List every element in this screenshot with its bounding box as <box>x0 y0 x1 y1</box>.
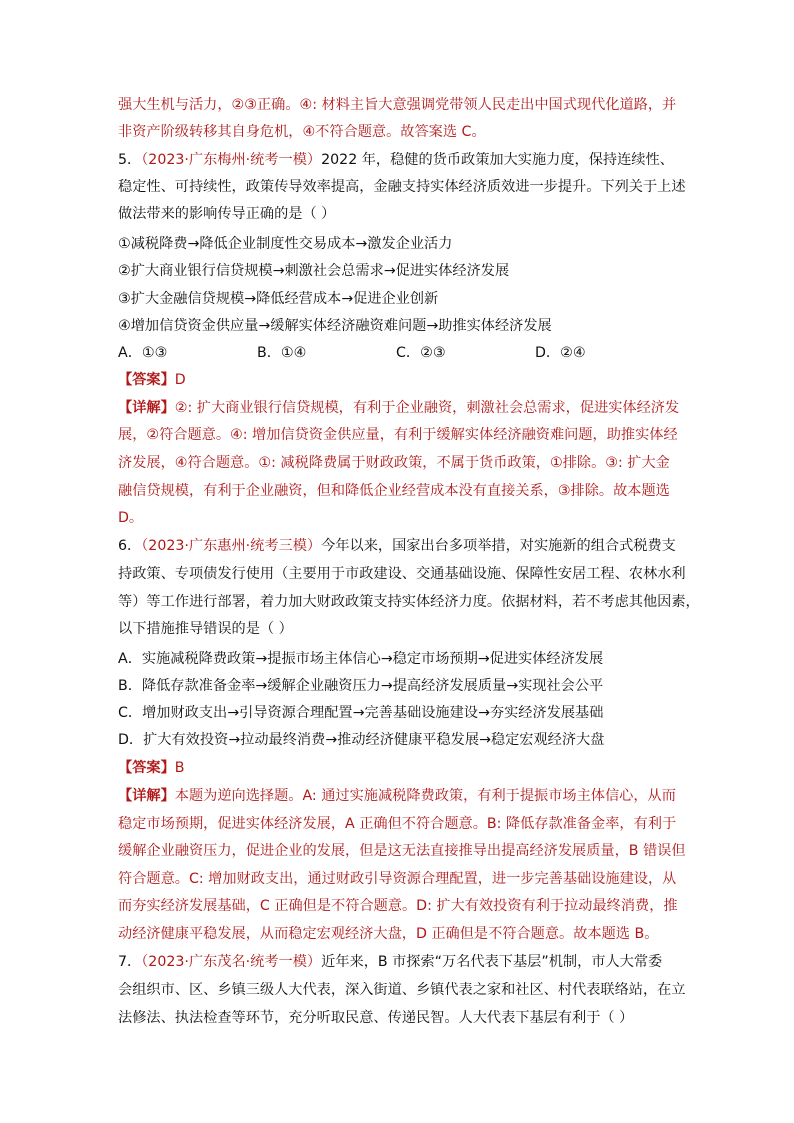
q6-explain-line: 本题为逆向选择题。A: 通过实施减税降费政策，有利于提振市场主体信心，从而 <box>174 788 676 804</box>
q6-option-d: D．扩大有效投资→拉动最终消费→推动经济健康平稳发展→稳定宏观经济大盘 <box>118 732 605 748</box>
q5-option-d: D．②④ <box>535 345 586 361</box>
q6-explain-line: 稳定市场预期，促进实体经济发展，A 正确但不符合题意。B: 降低存款准备金率，有利于 <box>118 816 677 832</box>
q5-source: （2023·广东梅州·统考一模） <box>141 152 322 168</box>
q5-option-c: C．②③ <box>396 345 446 361</box>
q5-option-b: B．①④ <box>257 345 307 361</box>
q7-stem-line: 近年来，B 市探索“万名代表下基层”机制，市人大常委 <box>321 954 663 970</box>
q7-stem <box>118 952 662 972</box>
q5-explain-line: 融信贷规模，有利于企业融资，但和降低企业经营成本没有直接关系，③排除。故本题选 <box>118 483 670 499</box>
q5-item: ③扩大金融信贷规模→降低经营成本→促进企业创新 <box>118 291 439 307</box>
q5-answer <box>118 370 186 390</box>
q6-stem-line: 以下措施推导错误的是（ ） <box>118 621 293 637</box>
q5-answer-value: D <box>174 372 186 388</box>
q4-explain-line: 强大生机与活力，②③正确。④: 材料主旨大意强调党带领人民走出中国式现代化道路，并 <box>118 97 677 113</box>
q5-explain-line: D。 <box>118 510 144 526</box>
q5-option-a: A．①③ <box>118 345 168 361</box>
q6-stem-line: 等）等工作进行部署，着力加大财政政策支持实体经济力度。依据材料，若不考虑其他因素， <box>118 594 700 610</box>
q6-explain-line: 动经济健康平稳发展，从而稳定宏观经济大盘，D 正确但是不符合题意。故本题选 B。 <box>118 926 659 942</box>
q5-item: ①减税降费→降低企业制度性交易成本→激发企业活力 <box>118 236 453 252</box>
q5-explain-tag: 【详解】 <box>118 400 175 416</box>
q7-stem-line: 法修法、执法检查等环节，充分听取民意、传递民智。人大代表下基层有利于（ ） <box>118 1010 634 1026</box>
q6-explain <box>118 786 676 806</box>
q6-answer-tag: 【答案】 <box>118 760 175 776</box>
q5-item: ④增加信贷资金供应量→缓解实体经济融资难问题→助推实体经济发展 <box>118 318 552 334</box>
q5-number: 5． <box>118 152 142 168</box>
q6-number: 6． <box>118 538 142 554</box>
q6-explain-tag: 【详解】 <box>118 788 175 804</box>
q7-source: （2023·广东茂名·统考一模） <box>141 954 322 970</box>
q6-answer <box>118 758 185 778</box>
q6-explain-line: 而夯实经济发展基础，C 正确但是不符合题意。D: 扩大有效投资有利于拉动最终消费，推 <box>118 898 678 914</box>
q5-stem <box>118 150 674 170</box>
q5-answer-tag: 【答案】 <box>118 372 175 388</box>
q6-source: （2023·广东惠州·统考三模） <box>141 538 322 554</box>
q6-option-c: C．增加财政支出→引导资源合理配置→完善基础设施建设→夯实经济发展基础 <box>118 705 604 721</box>
q6-explain-line: 缓解企业融资压力，促进企业的发展，但是这无法直接推导出提高经济发展质量，B 错误但 <box>118 843 686 859</box>
q5-item: ②扩大商业银行信贷规模→刺激社会总需求→促进实体经济发展 <box>118 263 510 279</box>
q6-option-a: A．实施减税降费政策→提振市场主体信心→稳定市场预期→促进实体经济发展 <box>118 651 604 667</box>
q5-explain-line: 展，②符合题意。④: 增加信贷资金供应量，有利于缓解实体经济融资难问题，助推实体经 <box>118 427 678 443</box>
q5-explain <box>118 398 679 418</box>
q5-explain-line: 济发展，④符合题意。①: 减税降费属于财政政策，不属于货币政策，①排除。③: 扩大金 <box>118 455 670 471</box>
q5-explain-line: ②: 扩大商业银行信贷规模，有利于企业融资，刺激社会总需求，促进实体经济发 <box>174 400 680 416</box>
q6-option-b: B．降低存款准备金率→缓解企业融资压力→提高经济发展质量→实现社会公平 <box>118 678 604 694</box>
q6-stem-line: 持政策、专项债发行使用（主要用于市政建设、交通基础设施、保障性安居工程、农林水利 <box>118 566 686 582</box>
q6-answer-value: B <box>174 760 185 776</box>
q6-explain-line: 符合题意。C: 增加财政支出，通过财政引导资源合理配置，进一步完善基础设施建设，从 <box>118 871 677 887</box>
q6-stem <box>118 536 676 556</box>
q5-stem-line: 稳定性、可持续性，政策传导效率提高，金融支持实体经济质效进一步提升。下列关于上述 <box>118 179 686 195</box>
q4-explain-line: 非资产阶级转移其自身危机，④不符合题意。故答案选 C。 <box>118 124 486 140</box>
q5-stem-line: 做法带来的影响传导正确的是（ ） <box>118 206 336 222</box>
q7-number: 7． <box>118 954 142 970</box>
q6-stem-line: 今年以来，国家出台多项举措，对实施新的组合式税费支 <box>321 538 676 554</box>
q7-stem-line: 会组织市、区、乡镇三级人大代表，深入街道、乡镇代表之家和社区、村代表联络站，在立 <box>118 982 686 998</box>
q5-stem-line: 2022 年，稳健的货币政策加大实施力度，保持连续性、 <box>321 152 674 168</box>
